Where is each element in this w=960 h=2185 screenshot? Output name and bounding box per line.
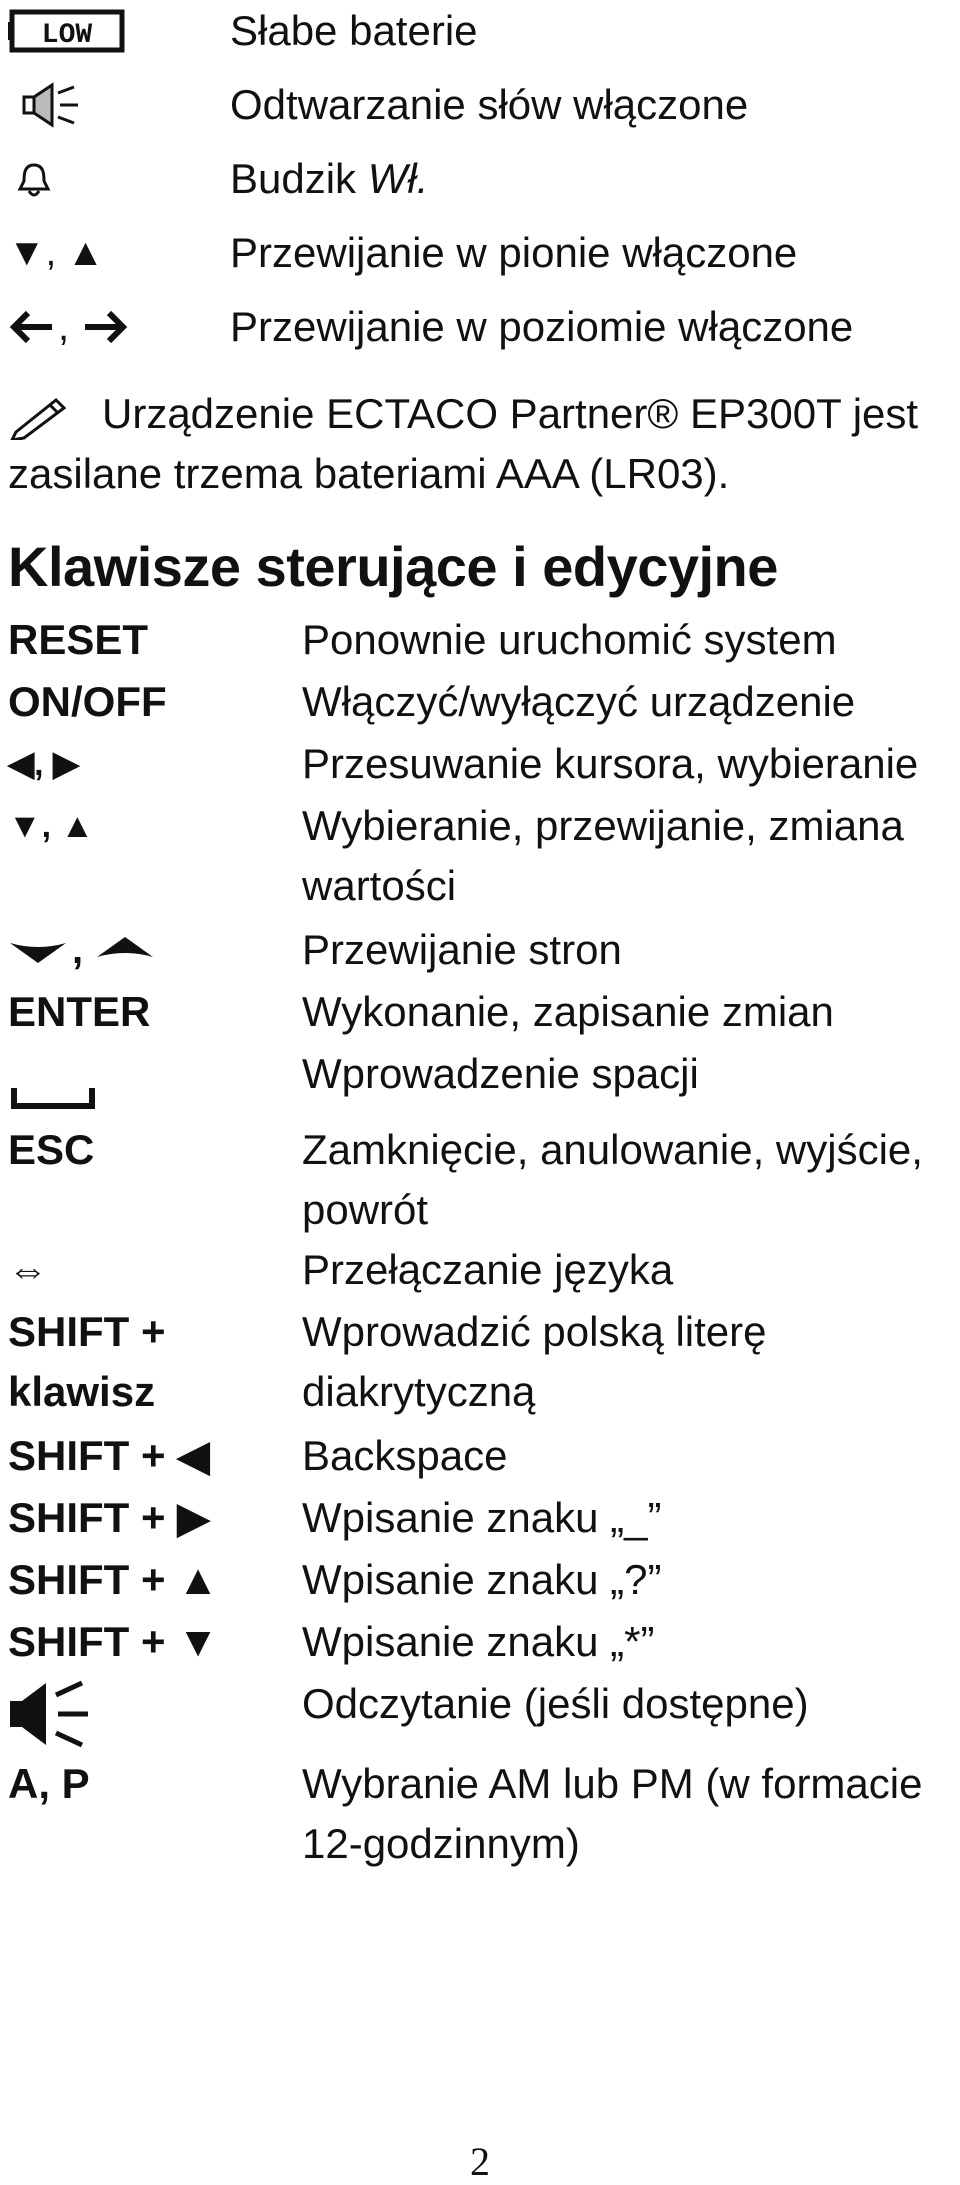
key-description: Przesuwanie kursora, wybieranie bbox=[302, 740, 919, 787]
shift-left-label: SHIFT + ◀ bbox=[8, 1432, 210, 1479]
bell-icon bbox=[14, 152, 214, 206]
key-page-up-down: , bbox=[8, 920, 155, 980]
key-up-down bbox=[8, 796, 94, 856]
key-shift-letter: SHIFT + klawisz bbox=[8, 1308, 166, 1415]
key-description: Wprowadzenie spacji bbox=[302, 1050, 699, 1097]
key-language-switch bbox=[8, 1240, 48, 1300]
key-esc: ESC bbox=[8, 1126, 95, 1173]
key-speak bbox=[8, 1674, 92, 1754]
speaker-icon bbox=[18, 78, 218, 132]
vertical-arrows-icon bbox=[8, 226, 208, 280]
key-description: Wybranie AM lub PM (w formacie 12-godzinnym) bbox=[302, 1760, 923, 1867]
indicator-label: Słabe baterie bbox=[230, 7, 478, 54]
battery-note bbox=[0, 384, 960, 504]
key-description: Wpisanie znaku „*” bbox=[302, 1618, 655, 1665]
key-description: Odczytanie (jeśli dostępne) bbox=[302, 1680, 809, 1727]
page-down-icon bbox=[8, 935, 68, 965]
key-description: Zamknięcie, anulowanie, wyjście, powrót bbox=[302, 1126, 923, 1233]
indicator-row-vertical-scroll bbox=[0, 226, 960, 280]
vertical-arrows-symbols: ▼, ▲ bbox=[8, 231, 105, 274]
indicator-label bbox=[230, 152, 428, 206]
shift-up-label: SHIFT + ▲ bbox=[8, 1556, 219, 1603]
indicator-row-speaker bbox=[0, 78, 960, 132]
indicator-row-horizontal-scroll bbox=[0, 300, 960, 354]
space-key-icon bbox=[8, 1084, 98, 1114]
key-description: Przewijanie stron bbox=[302, 926, 622, 973]
indicator-label: Przewijanie w pionie włączone bbox=[230, 229, 798, 276]
horizontal-arrows-icon: , bbox=[8, 300, 208, 354]
key-description: Ponownie uruchomić system bbox=[302, 616, 837, 663]
key-description: Wpisanie znaku „?” bbox=[302, 1556, 662, 1603]
svg-text:LOW: LOW bbox=[41, 20, 93, 51]
key-description: Wpisanie znaku „_” bbox=[302, 1494, 662, 1541]
up-down-arrows-icon: ▼, ▲ bbox=[8, 807, 95, 845]
key-shift-right bbox=[8, 1488, 210, 1548]
shift-down-label: SHIFT + ▼ bbox=[8, 1618, 219, 1665]
note-text: Urządzenie ECTACO Partner® EP300T jest zasilane trzema bateriami AAA (LR03). bbox=[8, 390, 919, 497]
shift-right-label: SHIFT + ▶ bbox=[8, 1494, 210, 1541]
key-reset: RESET bbox=[8, 616, 149, 663]
section-heading: Klawisze sterujące i edycyjne bbox=[8, 535, 778, 598]
key-description: Włączyć/wyłączyć urządzenie bbox=[302, 678, 856, 725]
key-enter: ENTER bbox=[8, 988, 151, 1035]
indicator-label: Przewijanie w poziomie włączone bbox=[230, 303, 854, 350]
key-shift-down bbox=[8, 1612, 219, 1672]
key-shift-up bbox=[8, 1550, 219, 1610]
page-number: 2 bbox=[470, 2139, 490, 2184]
indicator-label: Odtwarzanie słów włączone bbox=[230, 81, 749, 128]
key-shift-left bbox=[8, 1426, 210, 1486]
speaker-icon bbox=[8, 1677, 92, 1751]
key-left-right bbox=[8, 734, 79, 794]
alarm-label: Budzik bbox=[230, 155, 357, 202]
key-description: Backspace bbox=[302, 1432, 508, 1479]
key-description: Wybieranie, przewijanie, zmiana wartości bbox=[302, 802, 904, 909]
language-switch-icon: ⇔ bbox=[8, 1248, 48, 1292]
key-space bbox=[8, 1044, 98, 1114]
key-am-pm: A, P bbox=[8, 1760, 90, 1807]
page-up-icon bbox=[95, 935, 155, 965]
key-on-off: ON/OFF bbox=[8, 678, 167, 725]
key-description: Przełączanie języka bbox=[302, 1246, 674, 1293]
right-arrow-icon bbox=[83, 307, 129, 347]
indicator-row-alarm bbox=[0, 152, 960, 206]
left-right-arrows-icon: ◀, ▶ bbox=[8, 745, 80, 783]
low-battery-icon bbox=[8, 4, 208, 58]
indicator-row-low-battery bbox=[0, 4, 960, 58]
left-arrow-icon bbox=[8, 307, 54, 347]
alarm-on-label: Wł. bbox=[367, 155, 429, 202]
key-description: Wykonanie, zapisanie zmian bbox=[302, 988, 834, 1035]
key-description: Wprowadzić polską literę diakrytyczną bbox=[302, 1308, 767, 1415]
